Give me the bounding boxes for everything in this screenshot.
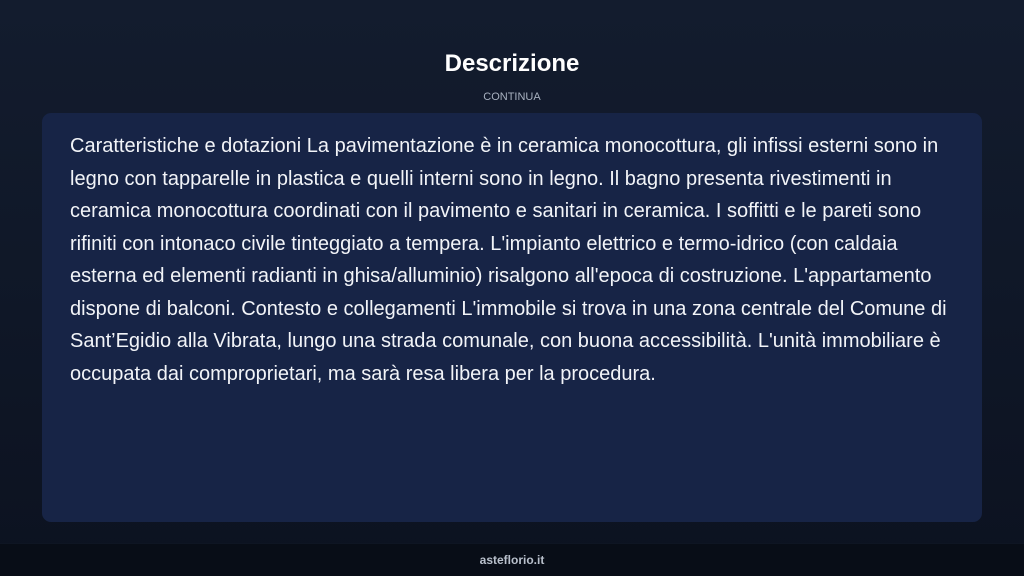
continue-link[interactable]: CONTINUA	[483, 91, 541, 103]
description-panel	[42, 113, 982, 522]
page-title: Descrizione	[444, 50, 580, 77]
description-text: Caratteristiche e dotazioni La pavimentazione è in ceramica monocottura, gli infissi esterni sono in legno con tapparelle in plastica e quelli interni sono in legno. Il bagno presenta rivestimenti in ceramica monocottura coordinati con il pavimento e sanitari in ceramica. I soffitti e le pareti sono rifiniti con intonaco civile tinteggiato a tempera. L'impianto elettrico e termo-idrico (con caldaia esterna ed elementi radianti in ghisa/alluminio) risalgono all'epoca di costruzione. L'appartamento dispone di balconi. Contesto e collegamenti L'immobile si trova in una zona centrale del Comune di Sant’Egidio alla Vibrata, lungo una strada comunale, con buona accessibilità. L'unità immobiliare è occupata dai comproprietari, ma sarà resa libera per la procedura.	[70, 135, 947, 385]
footer-site-link[interactable]: asteflorio.it	[479, 553, 545, 567]
footer	[0, 543, 1024, 576]
